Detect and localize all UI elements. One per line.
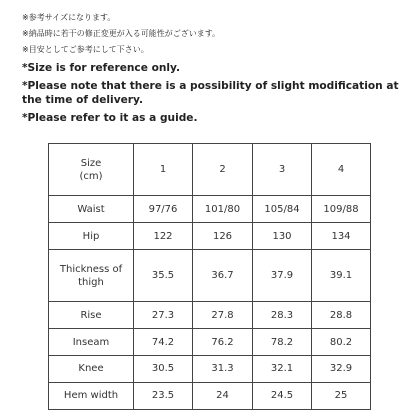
table-cell: 35.5 xyxy=(134,250,193,302)
note-jp-reference: ※参考サイズになります。 xyxy=(22,13,116,22)
table-cell: 76.2 xyxy=(193,329,253,356)
table-cell: 27.8 xyxy=(193,302,253,329)
note-jp-modification: ※納品時に若干の修正変更が入る可能性がございます。 xyxy=(22,29,221,38)
table-row-knee xyxy=(49,356,371,383)
size-header-label: Size xyxy=(80,157,102,169)
size-col-1: 1 xyxy=(134,144,193,196)
row-label-inseam: Inseam xyxy=(49,329,134,356)
size-header-cell xyxy=(49,144,134,196)
table-cell: 78.2 xyxy=(253,329,312,356)
table-cell: 130 xyxy=(253,223,312,250)
size-notes xyxy=(22,13,412,129)
table-row-thigh xyxy=(49,250,371,302)
table-cell: 126 xyxy=(193,223,253,250)
table-row-waist xyxy=(49,196,371,223)
table-cell: 31.3 xyxy=(193,356,253,383)
row-label-thigh xyxy=(49,250,134,302)
table-cell: 25 xyxy=(312,382,371,409)
row-label-hem: Hem width xyxy=(49,382,134,409)
row-label-knee: Knee xyxy=(49,356,134,383)
table-cell: 101/80 xyxy=(193,196,253,223)
note-en-modification: *Please note that there is a possibility of slight modification at the time of delivery. xyxy=(22,80,399,106)
table-cell: 74.2 xyxy=(134,329,193,356)
table-cell: 109/88 xyxy=(312,196,371,223)
row-label-rise: Rise xyxy=(49,302,134,329)
row-label-thigh-line1: Thickness of xyxy=(59,263,123,275)
size-col-4: 4 xyxy=(312,144,371,196)
table-cell: 80.2 xyxy=(312,329,371,356)
table-cell: 28.3 xyxy=(253,302,312,329)
table-cell: 32.1 xyxy=(253,356,312,383)
table-cell: 24.5 xyxy=(253,382,312,409)
table-cell: 28.8 xyxy=(312,302,371,329)
table-cell: 23.5 xyxy=(134,382,193,409)
table-cell: 37.9 xyxy=(253,250,312,302)
table-cell: 32.9 xyxy=(312,356,371,383)
note-jp-guide: ※目安としてご参考にして下さい。 xyxy=(22,45,149,54)
size-table xyxy=(48,143,371,410)
table-cell: 36.7 xyxy=(193,250,253,302)
table-cell: 27.3 xyxy=(134,302,193,329)
size-col-2: 2 xyxy=(193,144,253,196)
table-cell: 24 xyxy=(193,382,253,409)
row-label-hip: Hip xyxy=(49,223,134,250)
table-cell: 39.1 xyxy=(312,250,371,302)
table-cell: 105/84 xyxy=(253,196,312,223)
note-en-reference: *Size is for reference only. xyxy=(22,62,180,74)
table-row-hip xyxy=(49,223,371,250)
size-header-unit: (cm) xyxy=(79,170,103,182)
table-cell: 134 xyxy=(312,223,371,250)
table-row-hem xyxy=(49,382,371,409)
table-cell: 30.5 xyxy=(134,356,193,383)
row-label-thigh-line2: thigh xyxy=(78,276,104,288)
size-col-3: 3 xyxy=(253,144,312,196)
note-en-guide: *Please refer to it as a guide. xyxy=(22,112,198,124)
size-header-row xyxy=(49,144,371,196)
row-label-waist: Waist xyxy=(49,196,134,223)
table-cell: 97/76 xyxy=(134,196,193,223)
table-row-rise xyxy=(49,302,371,329)
table-row-inseam xyxy=(49,329,371,356)
table-cell: 122 xyxy=(134,223,193,250)
